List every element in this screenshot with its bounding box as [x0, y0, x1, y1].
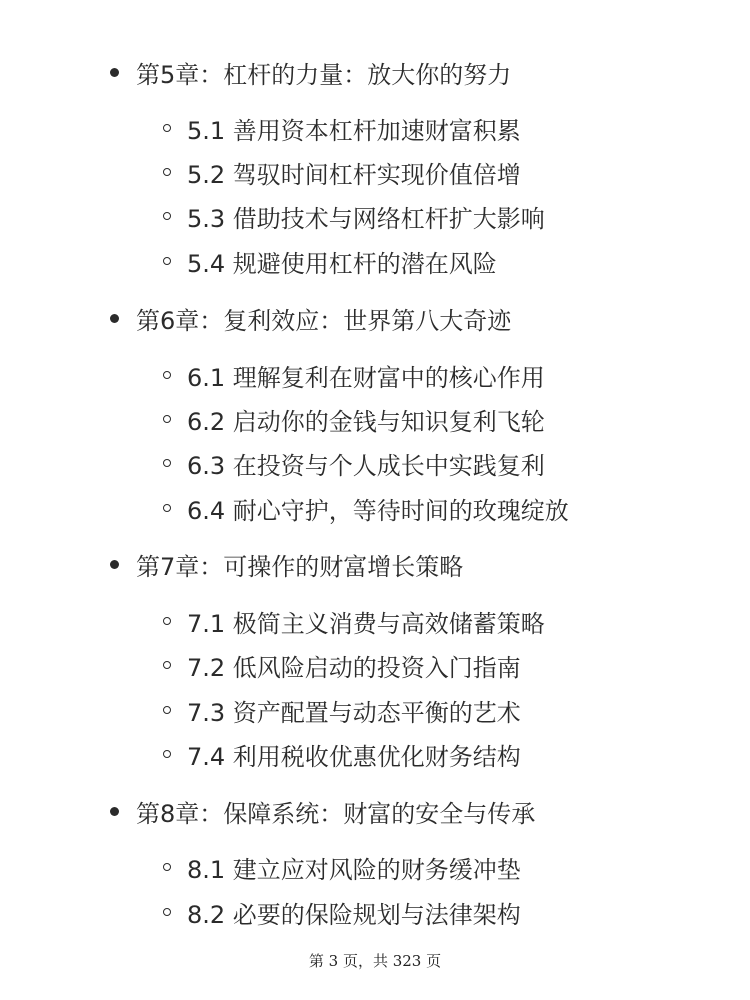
section-5-4-title: 5.4 规避使用杠杆的潜在风险	[187, 249, 497, 278]
section-5-2-item	[163, 157, 521, 187]
section-8-2-title: 8.2 必要的保险规划与法律架构	[187, 900, 521, 929]
section-6-4-item	[163, 493, 569, 523]
circle-bullet-icon	[163, 750, 171, 758]
circle-bullet-icon	[163, 124, 171, 132]
chapter-6-item	[110, 303, 511, 333]
chapter-7-item	[110, 549, 463, 579]
section-5-1-item	[163, 113, 521, 143]
section-6-4-title: 6.4 耐心守护，等待时间的玫瑰绽放	[187, 496, 569, 525]
section-7-2-item	[163, 650, 521, 680]
chapter-7-title: 第7章：可操作的财富增长策略	[136, 552, 464, 581]
section-5-1-title: 5.1 善用资本杠杆加速财富积累	[187, 116, 521, 145]
circle-bullet-icon	[163, 257, 171, 265]
circle-bullet-icon	[163, 863, 171, 871]
disc-bullet-icon	[110, 68, 119, 77]
disc-bullet-icon	[110, 807, 119, 816]
section-6-2-title: 6.2 启动你的金钱与知识复利飞轮	[187, 407, 545, 436]
circle-bullet-icon	[163, 168, 171, 176]
chapter-5-item	[110, 57, 511, 87]
circle-bullet-icon	[163, 459, 171, 467]
section-6-3-item	[163, 448, 545, 478]
section-5-3-item	[163, 201, 545, 231]
section-7-1-title: 7.1 极简主义消费与高效储蓄策略	[187, 609, 545, 638]
section-7-2-title: 7.2 低风险启动的投资入门指南	[187, 653, 521, 682]
section-6-1-title: 6.1 理解复利在财富中的核心作用	[187, 363, 545, 392]
section-8-1-item	[163, 852, 521, 882]
circle-bullet-icon	[163, 617, 171, 625]
section-8-2-item	[163, 897, 521, 927]
section-7-3-title: 7.3 资产配置与动态平衡的艺术	[187, 698, 521, 727]
circle-bullet-icon	[163, 504, 171, 512]
circle-bullet-icon	[163, 908, 171, 916]
section-6-2-item	[163, 404, 545, 434]
section-5-3-title: 5.3 借助技术与网络杠杆扩大影响	[187, 204, 545, 233]
circle-bullet-icon	[163, 371, 171, 379]
section-8-1-title: 8.1 建立应对风险的财务缓冲垫	[187, 855, 521, 884]
section-7-3-item	[163, 695, 521, 725]
section-7-4-title: 7.4 利用税收优惠优化财务结构	[187, 742, 521, 771]
section-5-4-item	[163, 246, 497, 276]
section-7-4-item	[163, 739, 521, 769]
section-7-1-item	[163, 606, 545, 636]
page-number-footer: 第 3 页，共 323 页	[308, 952, 442, 970]
section-6-3-title: 6.3 在投资与个人成长中实践复利	[187, 451, 545, 480]
disc-bullet-icon	[110, 314, 119, 323]
circle-bullet-icon	[163, 212, 171, 220]
disc-bullet-icon	[110, 560, 119, 569]
section-5-2-title: 5.2 驾驭时间杠杆实现价值倍增	[187, 160, 521, 189]
chapter-8-item	[110, 796, 535, 826]
circle-bullet-icon	[163, 661, 171, 669]
circle-bullet-icon	[163, 706, 171, 714]
circle-bullet-icon	[163, 415, 171, 423]
chapter-8-title: 第8章：保障系统：财富的安全与传承	[136, 799, 536, 828]
section-6-1-item	[163, 360, 545, 390]
chapter-6-title: 第6章：复利效应：世界第八大奇迹	[136, 306, 512, 335]
chapter-5-title: 第5章：杠杆的力量：放大你的努力	[136, 60, 512, 89]
